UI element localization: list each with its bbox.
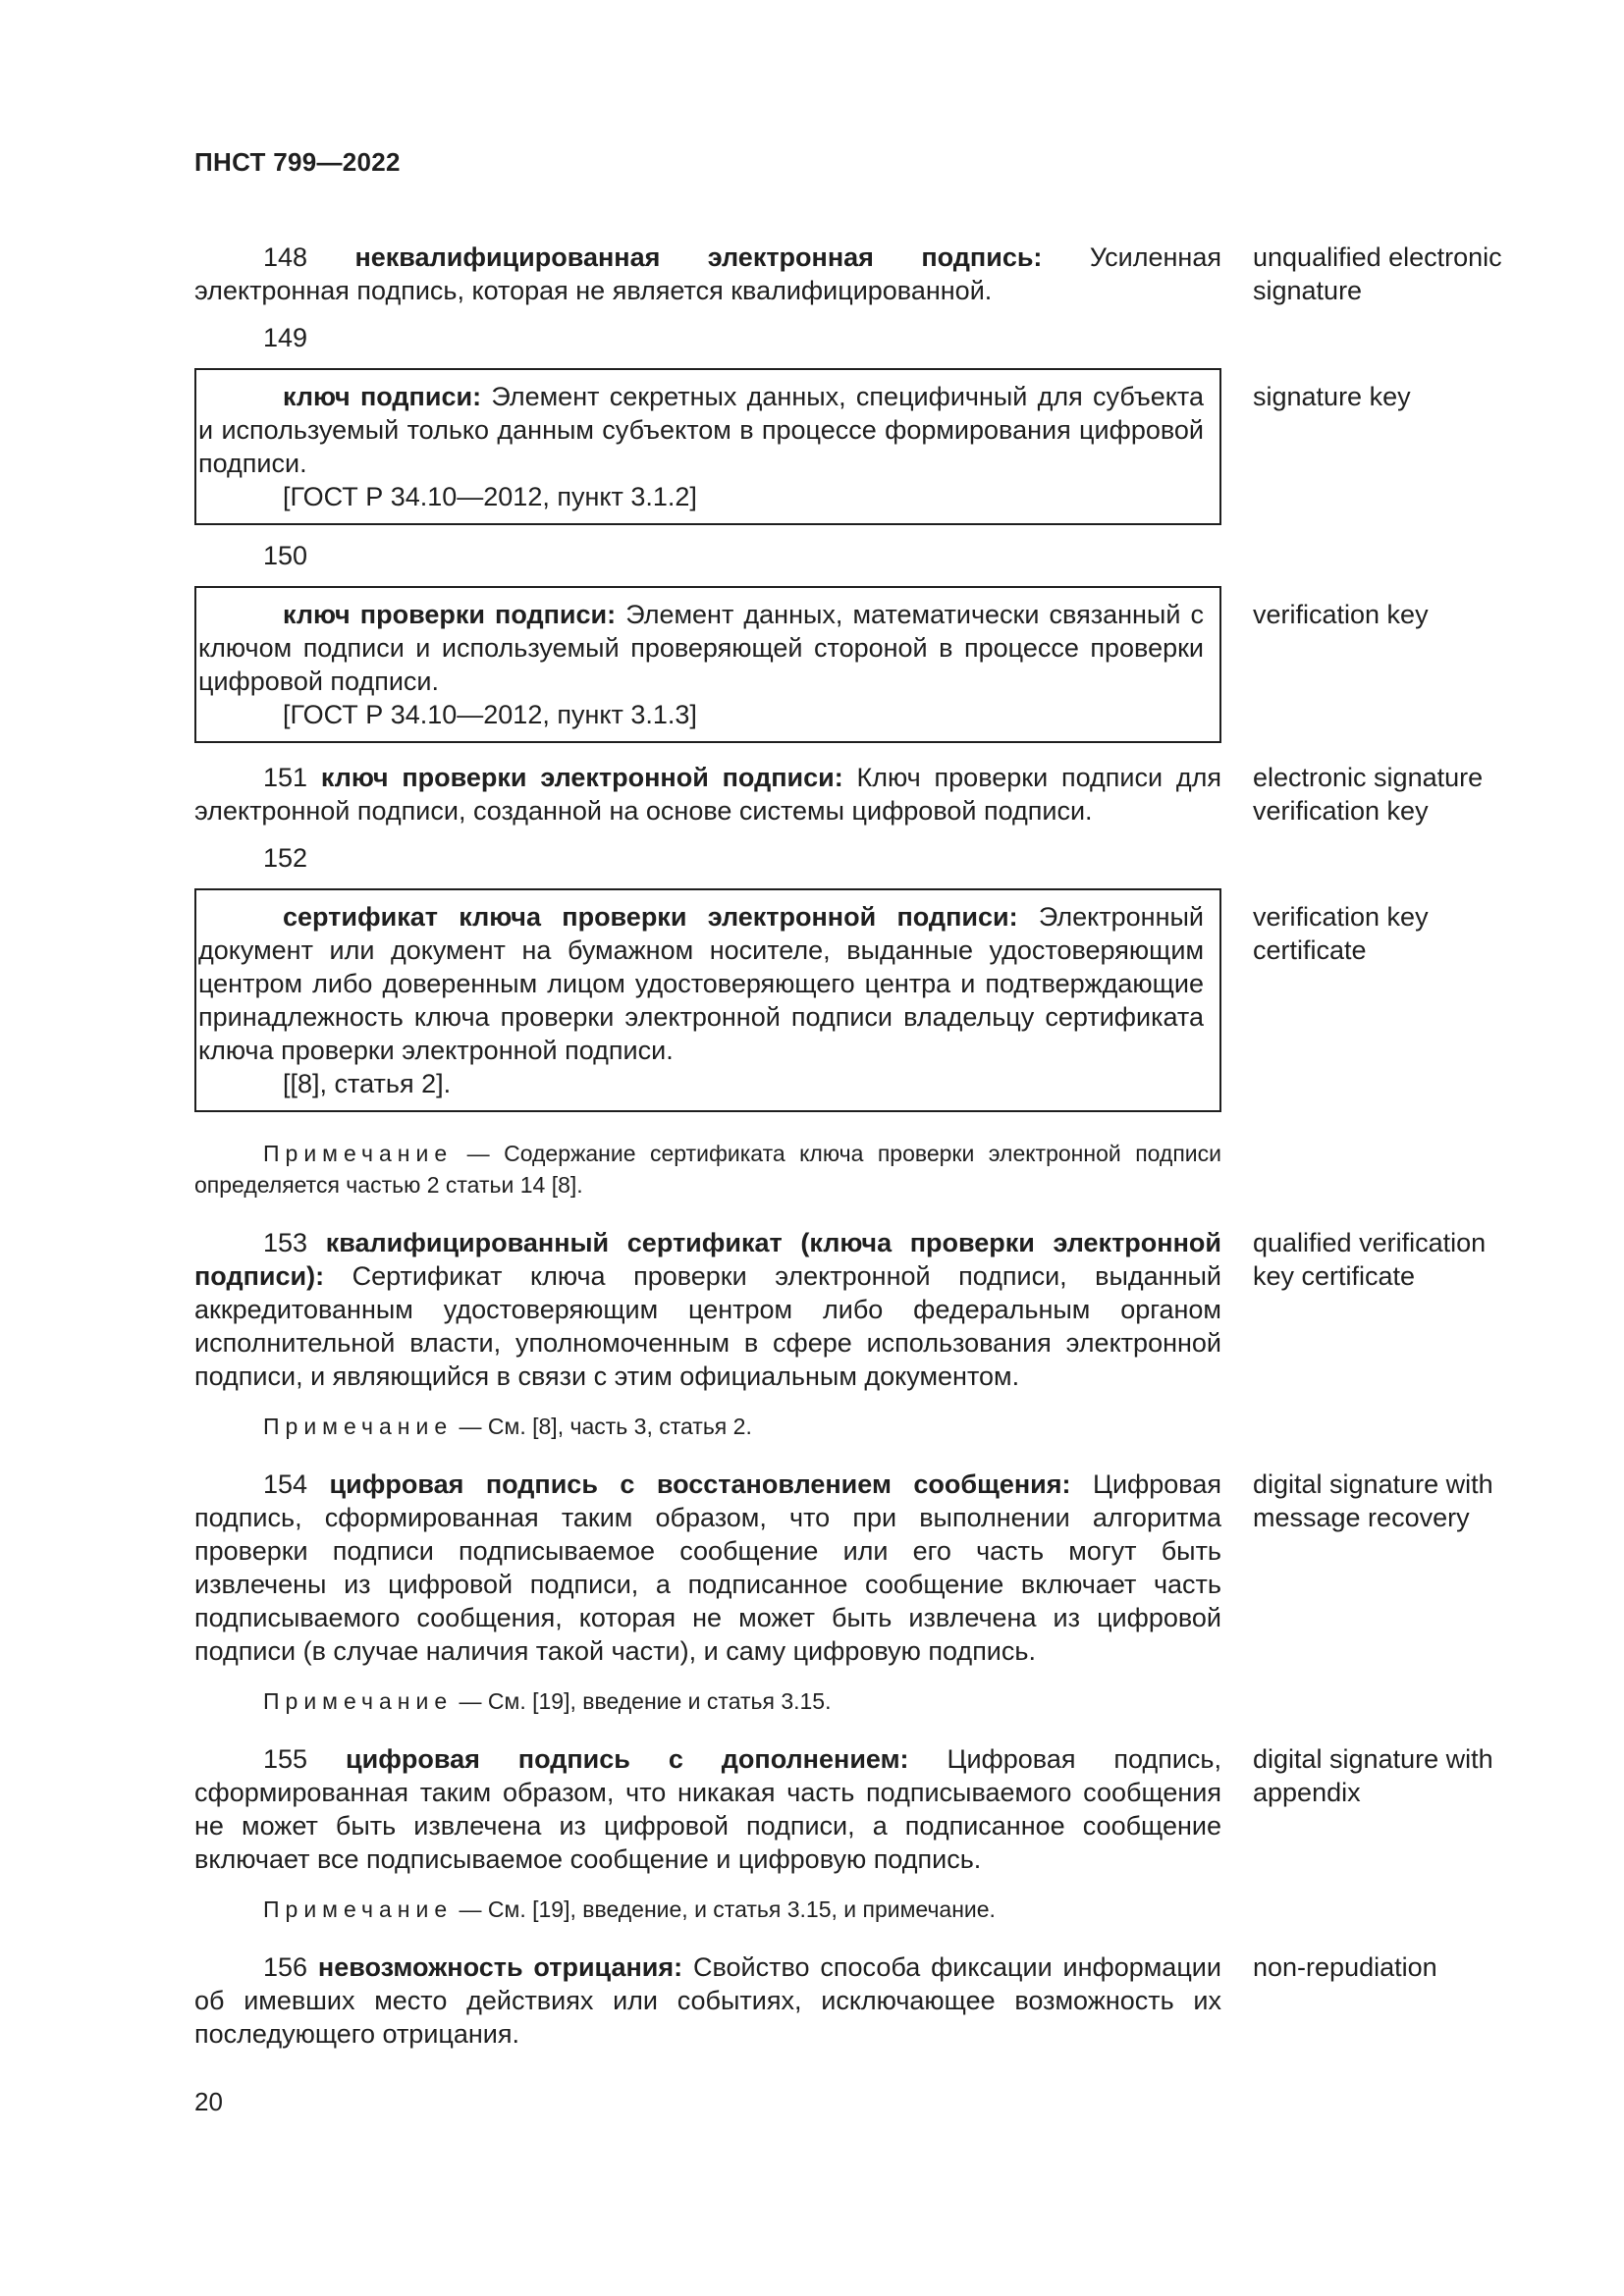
term-paragraph: [194, 240, 1221, 307]
note-154: [194, 1685, 1530, 1717]
note-text: — См. [19], введение и статья 3.15.: [459, 1688, 832, 1714]
term-entry-150: [194, 586, 1530, 743]
term-number: 155: [263, 1744, 308, 1774]
term-title: ключ проверки подписи:: [283, 600, 617, 629]
term-title: ключ проверки электронной подписи:: [320, 763, 843, 792]
note-label: Примечание: [263, 1414, 454, 1439]
note-153: [194, 1411, 1530, 1442]
terms-list: [194, 240, 1530, 2051]
term-entry-155: [194, 1742, 1530, 1876]
note-label: Примечание: [263, 1141, 454, 1166]
term-title: невозможность отрицания:: [317, 1952, 683, 1982]
note-label: Примечание: [263, 1688, 454, 1714]
quoted-term-box: [194, 368, 1221, 525]
quoted-term-box: [194, 888, 1221, 1112]
quoted-term-box: [194, 586, 1221, 743]
term-definition: Цифровая подпись, сформированная таким образом, что никакая часть подписываемого сообщения не может быть извлечена из цифровой подписи, а подписанное сообщение включает все подписываемое сообщение и цифровую подпись.: [194, 1744, 1221, 1874]
term-number: 156: [263, 1952, 308, 1982]
term-entry-153: [194, 1226, 1530, 1393]
term-entry-149: [194, 368, 1530, 525]
term-definition: Усиленная электронная подпись, которая не является квалифицированной.: [194, 242, 1221, 305]
term-number: 151: [263, 763, 308, 792]
term-definition: Сертификат ключа проверки электронной подписи, выданный аккредитованным удостоверяющим центром либо федеральным органом исполнительной власти, уполномоченным в сфере использования электронной подписи, и являющийся в связи с этим официальным документом.: [194, 1261, 1221, 1391]
note-text: — Содержание сертификата ключа проверки электронной подписи определяется частью 2 статьи 14 [8].: [194, 1141, 1222, 1198]
term-definition: Электронный документ или документ на бумажном носителе, выданные удостоверяющим центром либо доверенным лицом удостоверяющего центра и подтверждающие принадлежность ключа проверки электронной подписи владельцу сертификата ключа проверки электронной подписи.: [198, 902, 1204, 1065]
term-definition: Элемент секретных данных, специфичный для субъекта и используемый только данным субъектом в процессе формирования цифровой подписи.: [198, 382, 1204, 478]
term-english: non-repudiation: [1253, 1952, 1437, 1982]
term-english: digital signature with appendix: [1253, 1744, 1493, 1807]
term-english: verification key: [1253, 600, 1429, 629]
term-entry-148: [194, 240, 1530, 307]
term-english: verification key certificate: [1253, 902, 1429, 965]
term-english: qualified verification key certificate: [1253, 1228, 1487, 1291]
term-number: 154: [263, 1469, 308, 1499]
term-number: 153: [263, 1228, 308, 1257]
term-english: signature key: [1253, 382, 1411, 411]
term-entry-151: [194, 761, 1530, 828]
term-title: ключ подписи:: [283, 382, 482, 411]
term-title: цифровая подпись с дополнением:: [346, 1744, 909, 1774]
term-number: 148: [263, 242, 308, 272]
term-source: [ГОСТ Р 34.10—2012, пункт 3.1.3]: [283, 700, 697, 729]
term-title: квалифицированный сертификат (ключа проверки электронной подписи):: [194, 1228, 1221, 1291]
term-title: неквалифицированная электронная подпись:: [354, 242, 1043, 272]
term-english: electronic signature verification key: [1253, 763, 1484, 826]
page-number: 20: [194, 2087, 223, 2116]
term-entry-156: [194, 1950, 1530, 2051]
term-number-149: 149: [263, 323, 308, 352]
term-english: unqualified electronic signature: [1253, 242, 1502, 305]
term-english: digital signature with message recovery: [1253, 1469, 1493, 1532]
term-definition: Элемент данных, математически связанный с ключом подписи и используемый проверяющей стороной в процессе проверки цифровой подписи.: [198, 600, 1204, 696]
term-number-152: 152: [263, 843, 308, 873]
note-152: [194, 1138, 1530, 1201]
term-definition: Цифровая подпись, сформированная таким образом, что при выполнении алгоритма проверки подписи подписываемое сообщение или его часть могут быть извлечены из цифровой подписи, а подписанное сообщение включает часть подписываемого сообщения, которая не может быть извлечена из цифровой подписи (в случае наличия такой части), и саму цифровую подпись.: [194, 1469, 1221, 1666]
term-definition: Ключ проверки подписи для электронной подписи, созданной на основе системы цифровой подписи.: [194, 763, 1221, 826]
term-definition: Свойство способа фиксации информации об имевших место действиях или событиях, исключающее возможность их последующего отрицания.: [194, 1952, 1221, 2049]
term-title: цифровая подпись с восстановлением сообщения:: [329, 1469, 1071, 1499]
term-source: [[8], статья 2].: [283, 1069, 452, 1098]
term-source: [ГОСТ Р 34.10—2012, пункт 3.1.2]: [283, 482, 697, 511]
term-entry-154: [194, 1468, 1530, 1668]
note-155: [194, 1894, 1530, 1925]
document-code-header: ПНСТ 799—2022: [194, 147, 401, 177]
term-number-150: 150: [263, 541, 308, 570]
note-label: Примечание: [263, 1896, 454, 1922]
note-text: — См. [8], часть 3, статья 2.: [459, 1414, 752, 1439]
note-text: — См. [19], введение, и статья 3.15, и примечание.: [459, 1896, 996, 1922]
term-title: сертификат ключа проверки электронной подписи:: [283, 902, 1018, 932]
term-entry-152: [194, 888, 1530, 1112]
